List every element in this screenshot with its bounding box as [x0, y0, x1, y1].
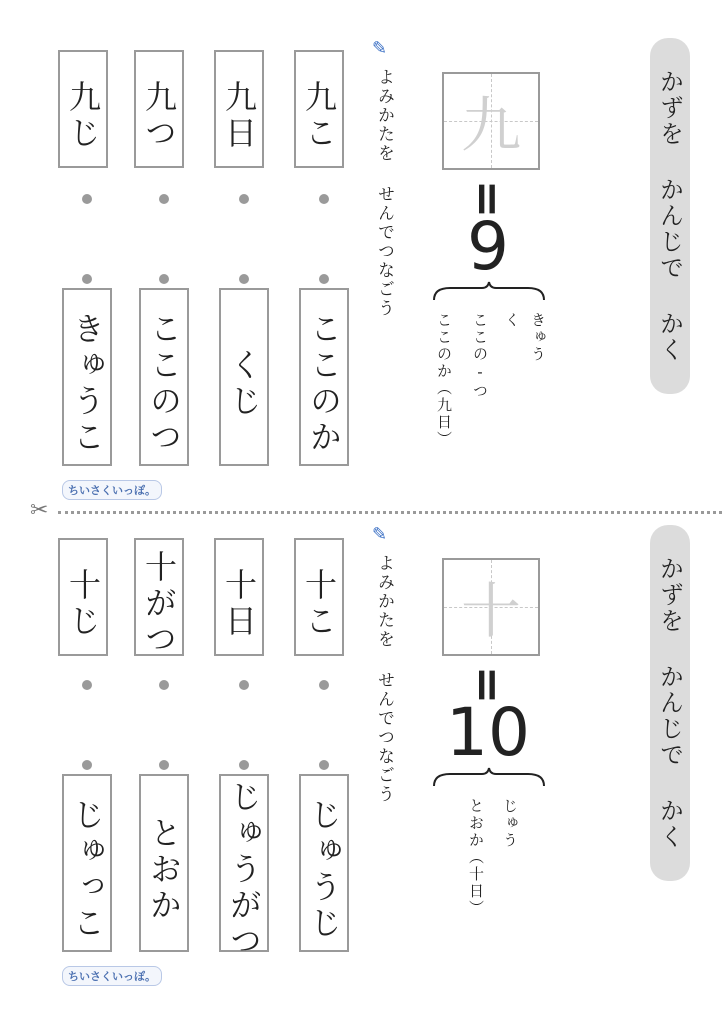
top-word-4: 九じ — [64, 80, 102, 152]
bottom-word-dot-2[interactable] — [239, 680, 249, 690]
bottom-word-card-1 — [294, 538, 344, 656]
bottom-word-2: 十日 — [220, 568, 258, 640]
bottom-title-text: かずを かんじで かく — [655, 556, 684, 850]
bottom-reading-2: とおか（十日） — [467, 798, 485, 917]
top-answer-card-3 — [139, 288, 189, 466]
top-answer-dot-3[interactable] — [159, 274, 169, 284]
top-word-1: 九こ — [300, 80, 338, 152]
top-word-dot-1[interactable] — [319, 194, 329, 204]
bottom-pencil-icon: ✎ — [372, 524, 388, 545]
bottom-word-card-3 — [134, 538, 184, 656]
top-word-dot-3[interactable] — [159, 194, 169, 204]
top-title — [650, 38, 690, 394]
bottom-answer-card-4 — [62, 774, 112, 952]
top-word-card-4 — [58, 50, 108, 168]
top-equals-sign: = — [460, 179, 515, 219]
bottom-kanji-box — [442, 558, 540, 656]
logo-bottom: ちいさくいっぽ。 — [62, 966, 162, 986]
bottom-word-4: 十じ — [64, 568, 102, 640]
top-pencil-icon: ✎ — [372, 38, 388, 59]
bottom-answer-dot-3[interactable] — [159, 760, 169, 770]
bottom-answer-2: じゅうがつ — [225, 780, 263, 960]
top-brace — [430, 280, 548, 302]
bottom-answer-dot-4[interactable] — [82, 760, 92, 770]
top-answer-1: ここのか — [305, 312, 343, 456]
top-answer-card-4 — [62, 288, 112, 466]
top-word-2: 九日 — [220, 80, 258, 152]
top-answer-card-1 — [299, 288, 349, 466]
bottom-equals-sign: = — [460, 665, 515, 705]
bottom-word-card-2 — [214, 538, 264, 656]
top-answer-2: くじ — [225, 348, 263, 420]
top-number: 9 — [467, 208, 509, 285]
scissors-icon: ✂ — [30, 498, 49, 523]
bottom-word-dot-4[interactable] — [82, 680, 92, 690]
bottom-brace — [430, 766, 548, 788]
bottom-answer-card-3 — [139, 774, 189, 952]
top-reading-4: ここのか（九日） — [435, 312, 453, 448]
top-answer-dot-4[interactable] — [82, 274, 92, 284]
bottom-kanji-trace: 十 — [461, 577, 521, 647]
top-answer-3: ここのつ — [145, 312, 183, 456]
top-word-dot-2[interactable] — [239, 194, 249, 204]
top-kanji-box — [442, 72, 540, 170]
bottom-answer-1: じゅうじ — [305, 798, 343, 942]
bottom-answer-4: じゅっこ — [68, 798, 106, 942]
bottom-word-1: 十こ — [300, 568, 338, 640]
bottom-word-dot-3[interactable] — [159, 680, 169, 690]
top-reading-3: ここの-つ — [471, 312, 489, 400]
top-answer-dot-1[interactable] — [319, 274, 329, 284]
logo-top: ちいさくいっぽ。 — [62, 480, 162, 500]
top-answer-card-2 — [219, 288, 269, 466]
top-word-card-1 — [294, 50, 344, 168]
bottom-title — [650, 525, 690, 881]
bottom-instruction: よみかたを せんでつなごう — [374, 554, 394, 804]
top-title-text: かずを かんじで かく — [655, 69, 684, 363]
top-reading-2: く — [503, 312, 521, 329]
top-answer-dot-2[interactable] — [239, 274, 249, 284]
bottom-word-dot-1[interactable] — [319, 680, 329, 690]
bottom-word-3: 十がつ — [140, 550, 178, 658]
bottom-answer-3: とおか — [145, 816, 183, 924]
top-instruction: よみかたを せんでつなごう — [374, 68, 394, 318]
top-kanji-trace: 九 — [461, 91, 521, 161]
bottom-number: 10 — [446, 694, 530, 771]
top-word-card-3 — [134, 50, 184, 168]
cut-line — [58, 511, 722, 514]
bottom-answer-card-1 — [299, 774, 349, 952]
bottom-reading-1: じゅう — [501, 798, 519, 849]
top-word-card-2 — [214, 50, 264, 168]
bottom-answer-dot-2[interactable] — [239, 760, 249, 770]
bottom-answer-dot-1[interactable] — [319, 760, 329, 770]
top-word-dot-4[interactable] — [82, 194, 92, 204]
top-word-3: 九つ — [140, 80, 178, 152]
bottom-word-card-4 — [58, 538, 108, 656]
bottom-answer-card-2 — [219, 774, 269, 960]
top-reading-1: きゅう — [529, 312, 547, 363]
top-answer-4: きゅうこ — [68, 312, 106, 456]
